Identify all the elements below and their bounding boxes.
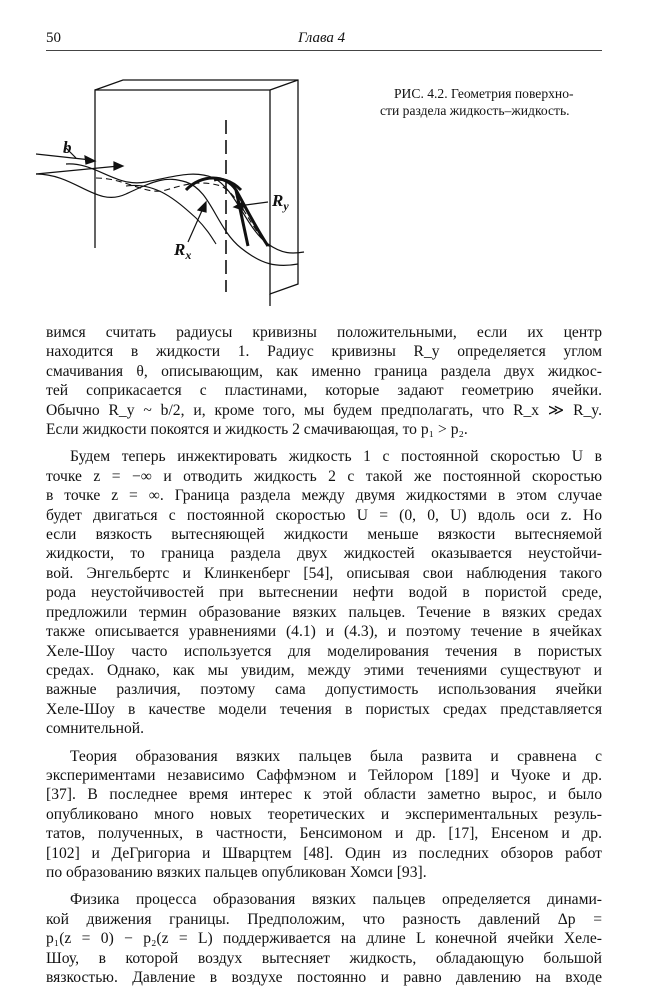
page-header (46, 30, 602, 54)
text-line: средах. Однако, как мы увидим, между этими течениями существуют и (46, 661, 602, 679)
meniscus-cross-section (186, 178, 268, 246)
text-line: вимся считать радиусы кривизны положительными, если их центр (46, 324, 602, 341)
text-line: по образованию вязких пальцев опубликован Хомси [93]. (46, 863, 427, 881)
plate-depth-edge (270, 80, 298, 90)
paragraph-2 (46, 447, 602, 738)
interface-front-curve (36, 174, 298, 265)
text-line: Хеле-Шоу в качестве модели течения в пористых средах представляется (46, 700, 602, 718)
text-line: будет двигаться с постоянной скоростью U = (0, 0, U) вдоль оси z. Но (46, 506, 602, 524)
text-line: Если жидкости покоятся и жидкость 2 смачивающая, то p₁ > p₂. (46, 421, 468, 439)
text-line: Хеле-Шоу часто используется для моделирования течения в пористых (46, 642, 602, 660)
text-line: предложили термин образование вязких пальцев. Течение в вязких средах (46, 603, 602, 621)
text-line: смачивания θ, описывающим, как именно граница раздела двух жидкос- (46, 362, 602, 380)
text-line: также описывается уравнениями (4.1) и (4.3), и поэтому течение в ячейках (46, 623, 602, 641)
text-line: если вязкость вытесняющей жидкости меньше вязкости вытесняемой (46, 526, 602, 544)
label-ry-sub: y (283, 199, 289, 213)
text-line: тей соприкасается с пластинами, которые задают геометрию ячейки. (46, 382, 602, 400)
b-arrowhead-2 (114, 162, 123, 170)
label-ry (271, 191, 289, 213)
text-line: [37]. В последнее время интерес к этой области заметно вырос, и было (46, 786, 602, 804)
rx-arrowhead (198, 202, 206, 212)
text-line: кой движения границы. Предположим, что разность давлений Δp = (46, 910, 602, 928)
text-line: [102] и ДеГригориа и Шварцтем [48]. Один из последних обзоров работ (46, 844, 602, 862)
body-text (46, 323, 602, 987)
text-line: татов, полученных, в частности, Бенсимоном и др. [17], Енсеном и др. (46, 825, 602, 843)
text-line: жидкости, то граница раздела двух жидкостей оказывается неустойчи- (46, 545, 602, 563)
text-line: рода неустойчивостей при вытеснении нефти водой в пористой среде, (46, 584, 602, 602)
page-number: 50 (46, 30, 61, 46)
paragraph-1 (46, 323, 602, 439)
plate-top-edge (95, 80, 298, 124)
b-arrow-line-2 (36, 166, 119, 174)
text-line: p₁(z = 0) − p₂(z = L) поддерживается на длине L конечной ячейки Хеле- (46, 930, 602, 948)
header-rule (46, 50, 602, 51)
paragraph-4 (46, 890, 602, 987)
figure-interface-geometry (36, 78, 366, 318)
text-line: сомнительной. (46, 720, 144, 738)
text-line: находится в жидкости 1. Радиус кривизны R_y определяется углом (46, 343, 602, 361)
label-rx-main: R (174, 240, 186, 259)
text-line: важные различия, поэтому сама допустимость использования ячейки (46, 681, 602, 699)
caption-line: РИС. 4.2. Геометрия поверхно- (394, 86, 574, 101)
text-line: Обычно R_y ~ b/2, и, кроме того, мы будем предполагать, что R_x ≫ R_y. (46, 401, 602, 419)
text-line: в точке z = ∞. Граница раздела между двумя жидкостями в этом случае (46, 487, 602, 505)
b-arrowhead-1 (85, 156, 95, 164)
text-line: экспериментами независимо Саффмэном и Тейлором [189] и Чуоке и др. (46, 766, 602, 784)
label-rx (173, 240, 191, 262)
figure-caption (380, 85, 602, 119)
label-rx-sub: x (185, 248, 192, 262)
text-line: вязкостью. Давление в воздухе постоянно и равно давлению на входе (46, 969, 602, 986)
text-line: Будем теперь инжектировать жидкость 1 с постоянной скоростью U в (70, 448, 602, 466)
label-b: b (63, 138, 72, 157)
text-line: Теория образования вязких пальцев была развита и сравнена с (70, 747, 602, 765)
text-line: Шоу, в которой воздух вытесняет жидкость, обладающую большой (46, 949, 602, 967)
text-line: опубликовано много новых теоретических и экспериментальных резуль- (46, 805, 602, 823)
text-line: вой. Энгельбертс и Клинкенберг [54], описывая свои наблюдения такого (46, 564, 602, 582)
running-title: Глава 4 (298, 30, 346, 46)
text-line: точке z = −∞ и отводить жидкость 2 с такой же постоянной скоростью (46, 467, 602, 485)
paragraph-3 (46, 747, 602, 883)
interface-diagram (36, 78, 366, 318)
label-ry-main: R (272, 191, 284, 210)
text-line: Физика процесса образования вязких пальцев определяется динами- (70, 891, 602, 909)
caption-line: сти раздела жидкость–жидкость. (380, 103, 570, 118)
